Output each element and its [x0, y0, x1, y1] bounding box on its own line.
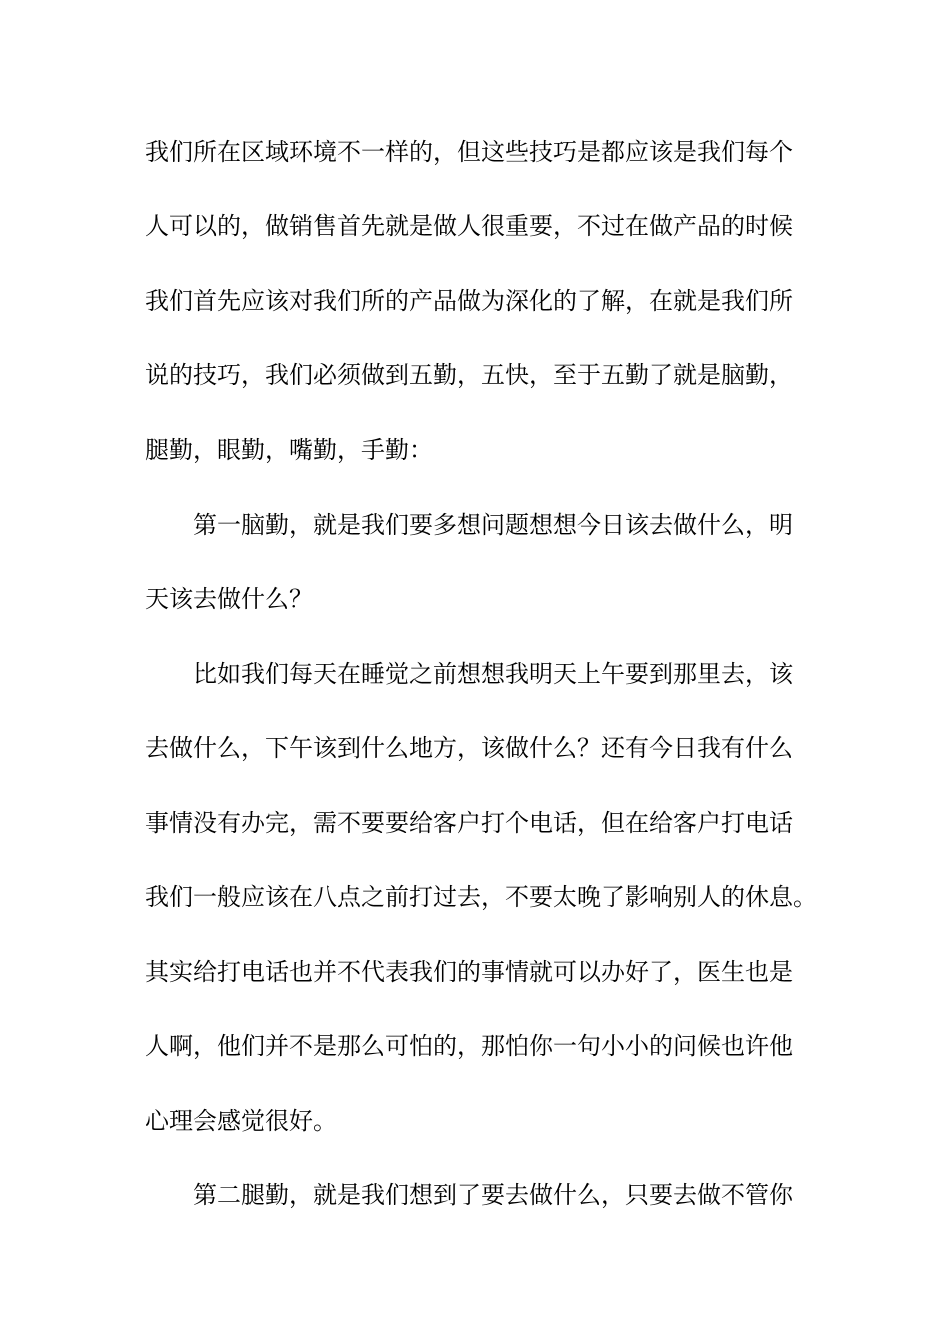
paragraph-line: 我们一般应该在八点之前打过去，不要太晚了影响别人的休息。 [145, 883, 817, 911]
paragraph-line: 心理会感觉很好。 [145, 1107, 337, 1135]
paragraph-first-line: 第二腿勤，就是我们想到了要去做什么，只要去做不管你 [193, 1181, 793, 1209]
paragraph-line: 天该去做什么？ [145, 585, 313, 613]
paragraph-first-line: 第一脑勤，就是我们要多想问题想想今日该去做什么，明 [193, 511, 793, 539]
paragraph-line: 我们所在区域环境不一样的，但这些技巧是都应该是我们每个 [145, 138, 793, 166]
paragraph-line: 说的技巧，我们必须做到五勤，五快，至于五勤了就是脑勤， [145, 361, 793, 389]
paragraph-line: 其实给打电话也并不代表我们的事情就可以办好了，医生也是 [145, 958, 793, 986]
paragraph-line: 人啊，他们并不是那么可怕的，那怕你一句小小的问候也许他 [145, 1032, 793, 1060]
paragraph-line: 腿勤，眼勤，嘴勤，手勤： [145, 436, 433, 464]
paragraph-first-line: 比如我们每天在睡觉之前想想我明天上午要到那里去，该 [193, 660, 793, 688]
paragraph-line: 我们首先应该对我们所的产品做为深化的了解，在就是我们所 [145, 287, 793, 315]
paragraph-line: 事情没有办完，需不要要给客户打个电话，但在给客户打电话 [145, 809, 793, 837]
paragraph-line: 去做什么，下午该到什么地方，该做什么？还有今日我有什么 [145, 734, 793, 762]
paragraph-line: 人可以的，做销售首先就是做人很重要，不过在做产品的时候 [145, 212, 793, 240]
